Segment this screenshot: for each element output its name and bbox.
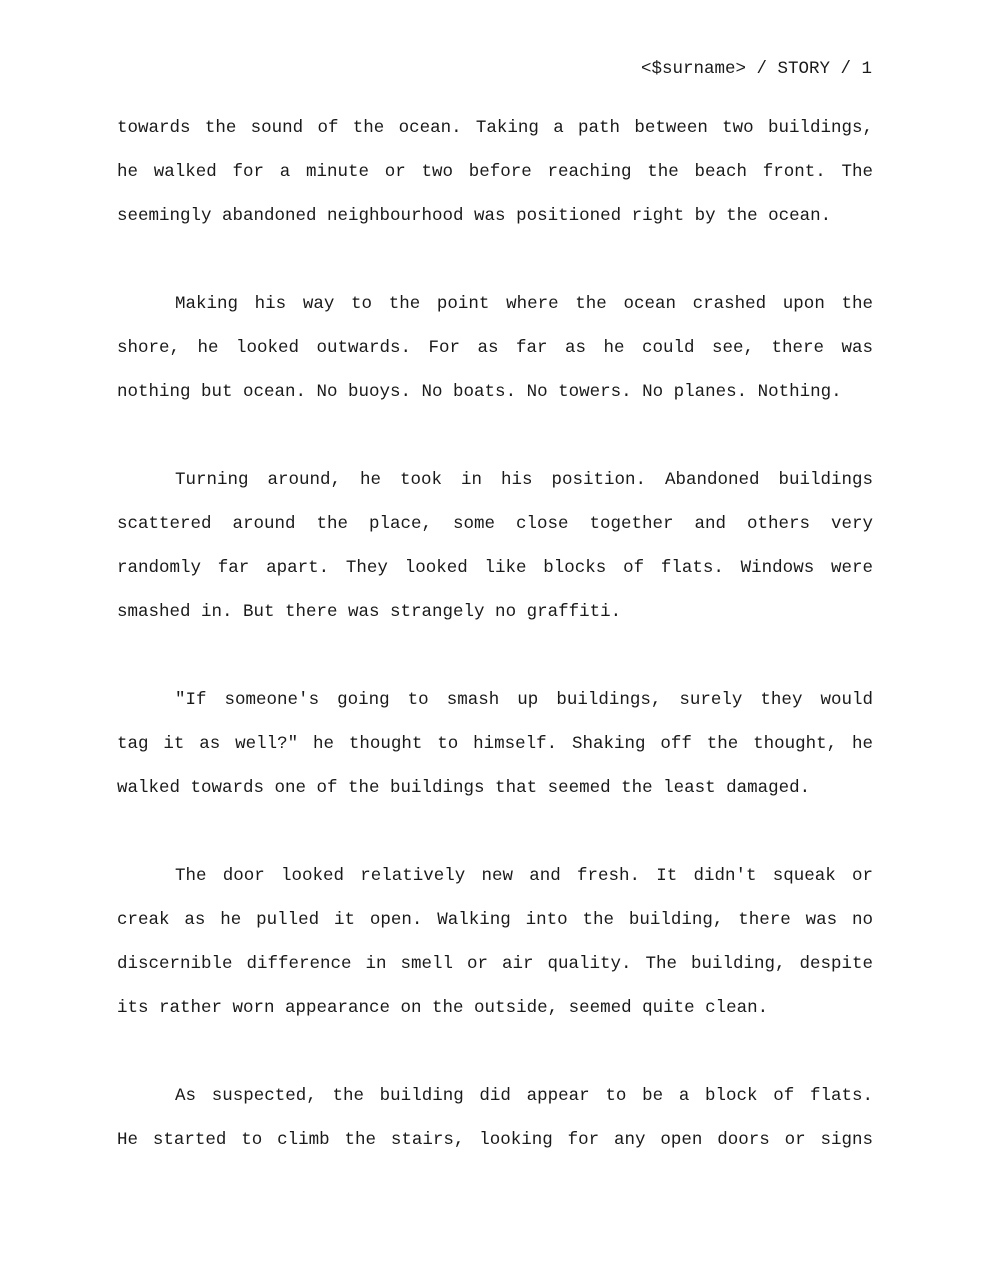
text-line: he walked for a minute or two before reaching the beach front. The <box>117 162 873 182</box>
text-line: randomly far apart. They looked like blocks of flats. Windows were <box>117 558 873 578</box>
text-line: The door looked relatively new and fresh. It didn't squeak or <box>175 866 873 886</box>
text-line: Turning around, he took in his position. Abandoned buildings <box>175 470 873 490</box>
text-line: As suspected, the building did appear to be a block of flats. <box>175 1086 873 1106</box>
paragraph <box>117 865 873 1041</box>
text-line: towards the sound of the ocean. Taking a path between two buildings, <box>117 118 873 138</box>
text-line: tag it as well?" he thought to himself. Shaking off the thought, he <box>117 734 873 754</box>
text-line: discernible difference in smell or air quality. The building, despite <box>117 954 873 974</box>
paragraph <box>117 293 873 425</box>
text-line: scattered around the place, some close together and others very <box>117 514 873 534</box>
text-line: shore, he looked outwards. For as far as he could see, there was <box>117 338 873 358</box>
story-body <box>117 117 873 1217</box>
text-line: He started to climb the stairs, looking for any open doors or signs <box>117 1130 873 1150</box>
text-line: its rather worn appearance on the outside, seemed quite clean. <box>117 998 769 1018</box>
text-line: Making his way to the point where the ocean crashed upon the <box>175 294 873 314</box>
paragraph <box>117 689 873 821</box>
text-line: nothing but ocean. No buoys. No boats. No towers. No planes. Nothing. <box>117 382 842 402</box>
text-line: "If someone's going to smash up buildings, surely they would <box>175 690 873 710</box>
paragraph <box>117 1085 873 1173</box>
text-line: walked towards one of the buildings that seemed the least damaged. <box>117 778 811 798</box>
text-line: smashed in. But there was strangely no graffiti. <box>117 602 622 622</box>
paragraph <box>117 117 873 249</box>
text-line: seemingly abandoned neighbourhood was positioned right by the ocean. <box>117 206 832 226</box>
paragraph <box>117 469 873 645</box>
running-header: <$surname> / STORY / 1 <box>640 59 872 79</box>
text-line: creak as he pulled it open. Walking into the building, there was no <box>117 910 873 930</box>
